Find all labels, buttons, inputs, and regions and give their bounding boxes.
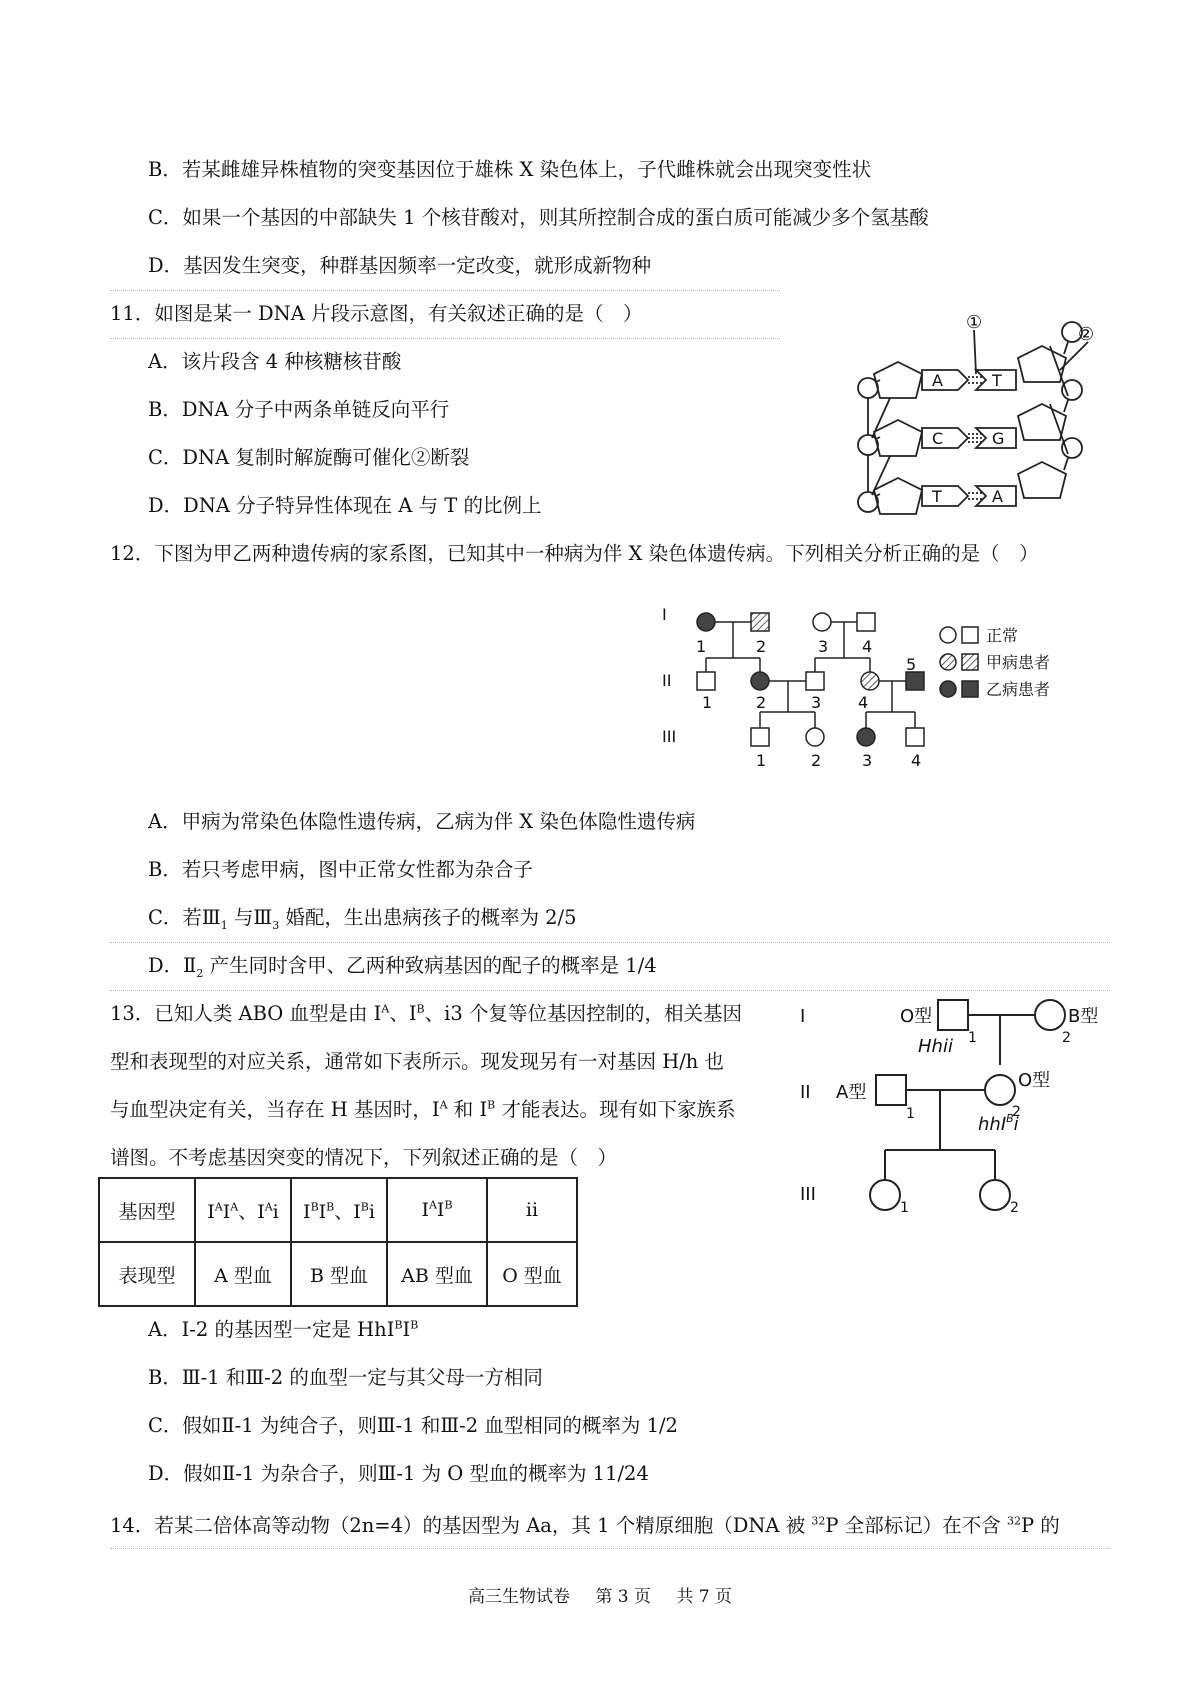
g2-num-4: 4 [858, 693, 869, 712]
genotype-o: ii [487, 1178, 577, 1242]
dna-label-2: ② [1078, 324, 1095, 345]
label-i1-type: O型 [900, 1006, 933, 1027]
num-i1: 1 [968, 1030, 977, 1046]
num-ii1: 1 [906, 1106, 915, 1122]
phenotype-ab: AB 型血 [387, 1242, 487, 1306]
label-ii2-type: O型 [1018, 1070, 1051, 1091]
footer-total: 共 7 页 [676, 1587, 733, 1607]
phenotype-a: A 型血 [195, 1242, 291, 1306]
q12-option-c: C．若$Ⅲ_1$ 与$Ⅲ_3$ 婚配，生出患病孩子的概率为 2/5 [148, 906, 577, 932]
table-header-genotype: 基因型 [99, 1178, 195, 1242]
gen-iii-label: III [662, 727, 677, 746]
q13-option-b: B．Ⅲ-1 和Ⅲ-2 的血型一定与其父母一方相同 [148, 1366, 543, 1389]
q11-option-a: A．该片段含 4 种核糖核苷酸 [148, 350, 402, 373]
q13-line1: 13．已知人类 ABO 血型是由 $I^A$、$I^B$、i3 个复等位基因控制的，相关基因 [110, 1002, 742, 1025]
num-ii2: 2 [1012, 1104, 1021, 1120]
legend-jia: 甲病患者 [986, 653, 1051, 672]
q13-option-a: A．I-2 的基因型一定是 $HhI^BI^B$ [148, 1318, 419, 1341]
q13-option-c: C．假如Ⅱ-1 为纯合子，则Ⅲ-1 和Ⅲ-2 血型相同的概率为 1/2 [148, 1414, 678, 1437]
g2-num-2: 2 [756, 693, 767, 712]
footer-page: 第 3 页 [595, 1587, 651, 1607]
num-i2: 2 [1062, 1030, 1071, 1046]
q13-line2: 型和表现型的对应关系，通常如下表所示。现发现另有一对基因 H/h 也 [110, 1050, 725, 1073]
q14-stem: 14．若某二倍体高等动物（2n=4）的基因型为 Aa，其 1 个精原细胞（DNA 被 $^{32}$P 全部标记）在不含 $^{32}$P 的 [110, 1514, 1060, 1537]
g1-num-3: 3 [818, 637, 829, 656]
num-iii2: 2 [1010, 1200, 1019, 1216]
q13-gen-ii: II [800, 1082, 811, 1103]
blood-type-table [98, 1177, 578, 1307]
base-a2: A [992, 487, 1003, 506]
q12-option-d: D．$Ⅱ_2$ 产生同时含甲、乙两种致病基因的配子的概率是 1/4 [148, 954, 657, 980]
q11-option-c: C．DNA 复制时解旋酶可催化②断裂 [148, 446, 470, 469]
g1-num-2: 2 [756, 637, 767, 656]
g3-num-4: 4 [911, 751, 922, 770]
genotype-b: $I^BI^B$、$I^Bi$ [291, 1178, 387, 1242]
g2-num-5: 5 [906, 655, 917, 674]
legend-normal: 正常 [986, 626, 1019, 645]
base-t2: T [932, 487, 942, 506]
q11-option-b: B．DNA 分子中两条单链反向平行 [148, 398, 450, 421]
label-ii1-type: A型 [836, 1082, 867, 1103]
g3-num-3: 3 [862, 751, 873, 770]
q12-option-a: A．甲病为常染色体隐性遗传病，乙病为伴 X 染色体隐性遗传病 [148, 810, 696, 833]
base-a: A [932, 371, 943, 390]
q11-stem: 11．如图是某一 DNA 片段示意图，有关叙述正确的是（ ） [110, 302, 643, 325]
q12-option-b: B．若只考虑甲病，图中正常女性都为杂合子 [148, 858, 533, 881]
genotype-a: $I^AI^A$、$I^Ai$ [195, 1178, 291, 1242]
dna-label-1: ① [966, 312, 983, 333]
g2-num-1: 1 [702, 693, 713, 712]
q10-option-d: D．基因发生突变，种群基因频率一定改变，就形成新物种 [148, 254, 652, 277]
phenotype-b: B 型血 [291, 1242, 387, 1306]
q11-option-d: D．DNA 分子特异性体现在 A 与 T 的比例上 [148, 494, 542, 517]
g3-num-2: 2 [811, 751, 822, 770]
q13-line3: 与血型决定有关，当存在 H 基因时，$I^A$ 和 $I^B$ 才能表达。现有如下家族系 [110, 1098, 736, 1121]
footer-title: 高三生物试卷 [467, 1587, 570, 1607]
q10-option-b: B．若某雌雄异株植物的突变基因位于雄株 X 染色体上，子代雌株就会出现突变性状 [148, 158, 872, 181]
q13-option-d: D．假如Ⅱ-1 为杂合子，则Ⅲ-1 为 O 型血的概率为 11/24 [148, 1462, 649, 1485]
label-i1-genotype: Hhii [918, 1036, 953, 1057]
base-c: C [932, 429, 944, 448]
q13-gen-iii: III [800, 1184, 816, 1205]
label-i2-type: B型 [1068, 1006, 1099, 1027]
q10-option-c: C．如果一个基因的中部缺失 1 个核苷酸对，则其所控制合成的蛋白质可能减少多个氢基酸 [148, 206, 929, 229]
g2-num-3: 3 [811, 693, 822, 712]
base-t: T [992, 371, 1002, 390]
dna-diagram [850, 310, 1100, 520]
g1-num-4: 4 [862, 637, 873, 656]
pedigree-q13 [800, 990, 1110, 1230]
legend-yi: 乙病患者 [986, 680, 1051, 699]
gen-i-label: I [662, 605, 667, 624]
q13-line4: 谱图。不考虑基因突变的情况下，下列叙述正确的是（ ） [110, 1146, 618, 1169]
g3-num-1: 1 [756, 751, 767, 770]
num-iii1: 1 [900, 1200, 909, 1216]
page-footer [0, 1582, 1200, 1607]
table-header-phenotype: 表现型 [99, 1242, 195, 1306]
g1-num-1: 1 [696, 637, 707, 656]
label-ii2-genotype: hhI$^B$i [978, 1112, 1019, 1135]
base-g: G [992, 429, 1005, 448]
pedigree-q12 [660, 600, 1100, 775]
gen-ii-label: II [662, 671, 672, 690]
phenotype-o: O 型血 [487, 1242, 577, 1306]
genotype-ab: $I^AI^B$ [387, 1178, 487, 1242]
q12-stem: 12．下图为甲乙两种遗传病的家系图，已知其中一种病为伴 X 染色体遗传病。下列相关分析正确的是（ ） [110, 542, 1039, 565]
q13-gen-i: I [800, 1006, 806, 1027]
